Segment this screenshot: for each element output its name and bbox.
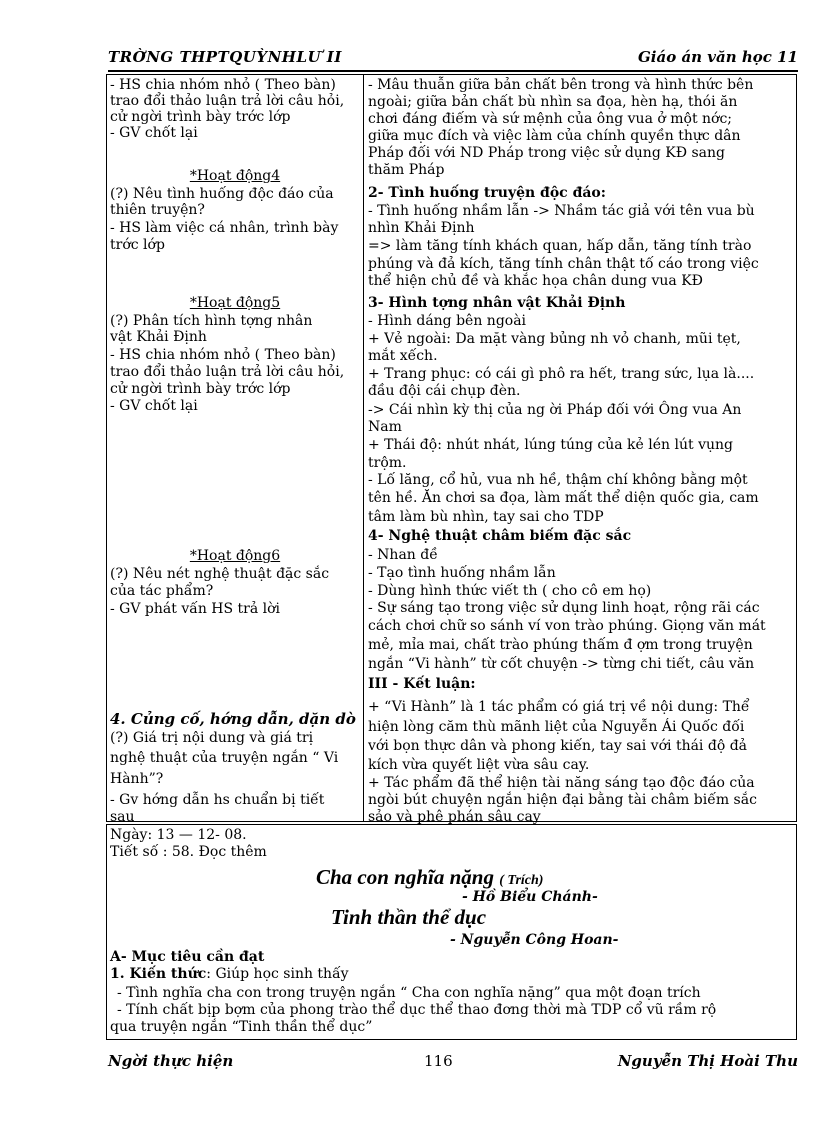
- text-line: hiện lòng căm thù mãnh liệt của Nguyễn Ái Quốc đối: [368, 719, 745, 735]
- text-line: - Tình huống nhầm lẫn -> Nhầm tác giả với tên vua bù: [368, 203, 755, 219]
- consolidation-heading: 4. Củng cố, hớng dẫn, dặn dò: [110, 710, 356, 728]
- activity-heading-4: *Hoạt động4: [189, 168, 281, 184]
- text-line: - HS chia nhóm nhỏ ( Theo bàn): [110, 77, 336, 93]
- text-line: - Dùng hình thức viết th ( cho cô em họ): [368, 583, 652, 599]
- text-line: tâm làm bù nhìn, tay sai cho TDP: [368, 509, 604, 525]
- text-line: - Sự sáng tạo trong việc sử dụng linh hoạt, rộng rãi các: [368, 600, 760, 616]
- text-line: - HS chia nhóm nhỏ ( Theo bàn): [110, 347, 336, 363]
- text-line: phúng và đả kích, tăng tính chân thật tố cáo trong việc: [368, 256, 759, 272]
- text-line: - HS làm việc cá nhân, trình bày: [110, 220, 339, 236]
- text-line: - Mâu thuẫn giữa bản chất bên trong và hình thức bên: [368, 77, 754, 93]
- knowledge-label: 1. Kiến thức: [110, 966, 207, 982]
- text-line: (?) Giá trị nội dung và giá trị: [110, 730, 314, 746]
- activity-heading-5: *Hoạt động5: [189, 295, 281, 311]
- text-line: + Trang phục: có cái gì phô ra hết, trang sức, lụa là....: [368, 366, 755, 382]
- text-line: - GV chốt lại: [110, 398, 198, 414]
- text-line: - Lố lăng, cổ hủ, vua nh hề, thậm chí không bằng một: [368, 472, 748, 488]
- activity-heading-6: *Hoạt động6: [189, 548, 281, 564]
- lesson-table: [106, 74, 797, 825]
- column-divider: [363, 75, 364, 821]
- text-line: Hành”?: [110, 771, 164, 787]
- text-line: + Thái độ: nhút nhát, lúng túng của kẻ lén lút vụng: [368, 437, 733, 453]
- text-line: nhìn Khải Định: [368, 220, 475, 236]
- text-line: (?) Nêu tình huống độc đáo của: [110, 186, 334, 202]
- text-line: cử ngời trình bày trớc lớp: [110, 109, 291, 125]
- lesson-date: Ngày: 13 — 12- 08.: [110, 827, 247, 843]
- section-heading-2: 2- Tình huống truyện độc đáo:: [368, 185, 606, 201]
- section-heading-3: 3- Hình tợng nhân vật Khải Định: [368, 295, 626, 311]
- text-line: qua truyện ngắn “Tinh thần thể dục”: [110, 1019, 373, 1035]
- text-line: thăm Pháp: [368, 162, 445, 178]
- text-line: cách chơi chữ so sánh ví von trào phúng. Giọng văn mát: [368, 618, 766, 634]
- work-title-1: [316, 865, 543, 890]
- text-line: của tác phẩm?: [110, 583, 214, 599]
- work-title-1-text: Cha con nghĩa nặng: [316, 865, 494, 889]
- text-line: mắt xếch.: [368, 348, 438, 364]
- text-line: (?) Nêu nét nghệ thuật đặc sắc: [110, 566, 330, 582]
- text-line: Pháp đối với ND Pháp trong việc sử dụng KĐ sang: [368, 145, 725, 161]
- text-line: trộm.: [368, 455, 407, 471]
- section-heading-4: 4- Nghệ thuật châm biếm đặc sắc: [368, 528, 632, 544]
- author-name: Nguyễn Thị Hoài Thu: [617, 1052, 798, 1070]
- text-line: - GV chốt lại: [110, 125, 198, 141]
- next-lesson-box: [106, 824, 797, 1040]
- text-line: chơi đáng điếm và sứ mệnh của ông vua ở một nớc;: [368, 111, 733, 127]
- knowledge-text: : Giúp học sinh thấy: [206, 966, 349, 982]
- knowledge-line: [110, 966, 349, 982]
- text-line: giữa mục đích và việc làm của chính quyền thực dân: [368, 128, 741, 144]
- text-line: - Gv hớng dẫn hs chuẩn bị tiết: [110, 792, 325, 808]
- text-line: với bọn thực dân và phong kiến, tay sai với thái độ đả: [368, 738, 748, 754]
- text-line: nghệ thuật của truyện ngắn “ Vi: [110, 750, 339, 766]
- author-label: Ngời thực hiện: [108, 1052, 234, 1070]
- text-line: trao đổi thảo luận trả lời câu hỏi,: [110, 364, 345, 380]
- objectives-heading: A- Mục tiêu cần đạt: [110, 949, 265, 965]
- text-line: => làm tăng tính khách quan, hấp dẫn, tăng tính trào: [368, 238, 752, 254]
- subject-name: Giáo án văn học 11: [637, 48, 798, 66]
- text-line: (?) Phân tích hình tợng nhân: [110, 313, 313, 329]
- text-line: vật Khải Định: [110, 329, 207, 345]
- text-line: + Vẻ ngoài: Da mặt vàng bủng nh vỏ chanh, mũi tẹt,: [368, 331, 741, 347]
- page-header: [108, 46, 798, 72]
- text-line: tên hề. Ăn chơi sa đọa, làm mất thể diện quốc gia, cam: [368, 490, 759, 506]
- text-line: thể hiện chủ đề và khắc họa chân dung vua KĐ: [368, 273, 703, 289]
- text-line: - Nhan đề: [368, 547, 438, 563]
- text-line: ngòi bút chuyện ngắn hiện đại bằng tài châm biếm sắc: [368, 792, 757, 808]
- text-line: - Tạo tình huống nhầm lẫn: [368, 565, 556, 581]
- text-line: Nam: [368, 419, 402, 435]
- conclusion-heading: III - Kết luận:: [368, 676, 476, 692]
- work-title-2: Tinh thần thể dục: [331, 905, 487, 929]
- text-line: ngắn “Vi hành” từ cốt chuyện -> từng chi tiết, câu văn: [368, 656, 755, 672]
- text-line: kích vừa quyết liệt vừa sâu cay.: [368, 757, 590, 773]
- text-line: mẻ, mỉa mai, chất trào phúng thấm đ ợm trong truyện: [368, 637, 753, 653]
- work-title-1-note: ( Trích): [499, 873, 544, 888]
- text-line: - GV phát vấn HS trả lời: [110, 601, 281, 617]
- text-line: trớc lớp: [110, 237, 165, 253]
- work-author-2: - Nguyễn Công Hoan-: [450, 932, 619, 948]
- text-line: - Tình nghĩa cha con trong truyện ngắn “ Cha con nghĩa nặng” qua một đoạn trích: [117, 985, 701, 1001]
- text-line: đầu đội cái chụp đèn.: [368, 383, 521, 399]
- work-author-1: - Hồ Biểu Chánh-: [462, 889, 598, 905]
- text-line: -> Cái nhìn kỳ thị của ng ời Pháp đối với Ông vua An: [368, 402, 742, 418]
- text-line: + Tác phẩm đã thể hiện tài năng sáng tạo độc đáo của: [368, 775, 755, 791]
- text-line: - Hình dáng bên ngoài: [368, 313, 527, 329]
- text-line: trao đổi thảo luận trả lời câu hỏi,: [110, 93, 345, 109]
- lesson-period: Tiết số : 58. Đọc thêm: [110, 844, 267, 860]
- page-number: 116: [424, 1052, 453, 1070]
- text-line: cử ngời trình bày trớc lớp: [110, 381, 291, 397]
- text-line: thiên truyện?: [110, 202, 205, 218]
- school-name: TRỜNG THPTQUỲNHLƯ II: [108, 48, 342, 66]
- text-line: - Tính chất bịp bợm của phong trào thể dục thể thao đơng thời mà TDP cổ vũ rầm rộ: [117, 1002, 717, 1018]
- text-line: sau: [110, 809, 135, 825]
- text-line: ngoài; giữa bản chất bù nhìn sa đọa, hèn hạ, thói ăn: [368, 94, 738, 110]
- page-footer: [108, 1052, 798, 1076]
- text-line: sảo và phê phán sâu cay: [368, 809, 541, 825]
- text-line: + “Vi Hành” là 1 tác phẩm có giá trị về nội dung: Thể: [368, 699, 750, 715]
